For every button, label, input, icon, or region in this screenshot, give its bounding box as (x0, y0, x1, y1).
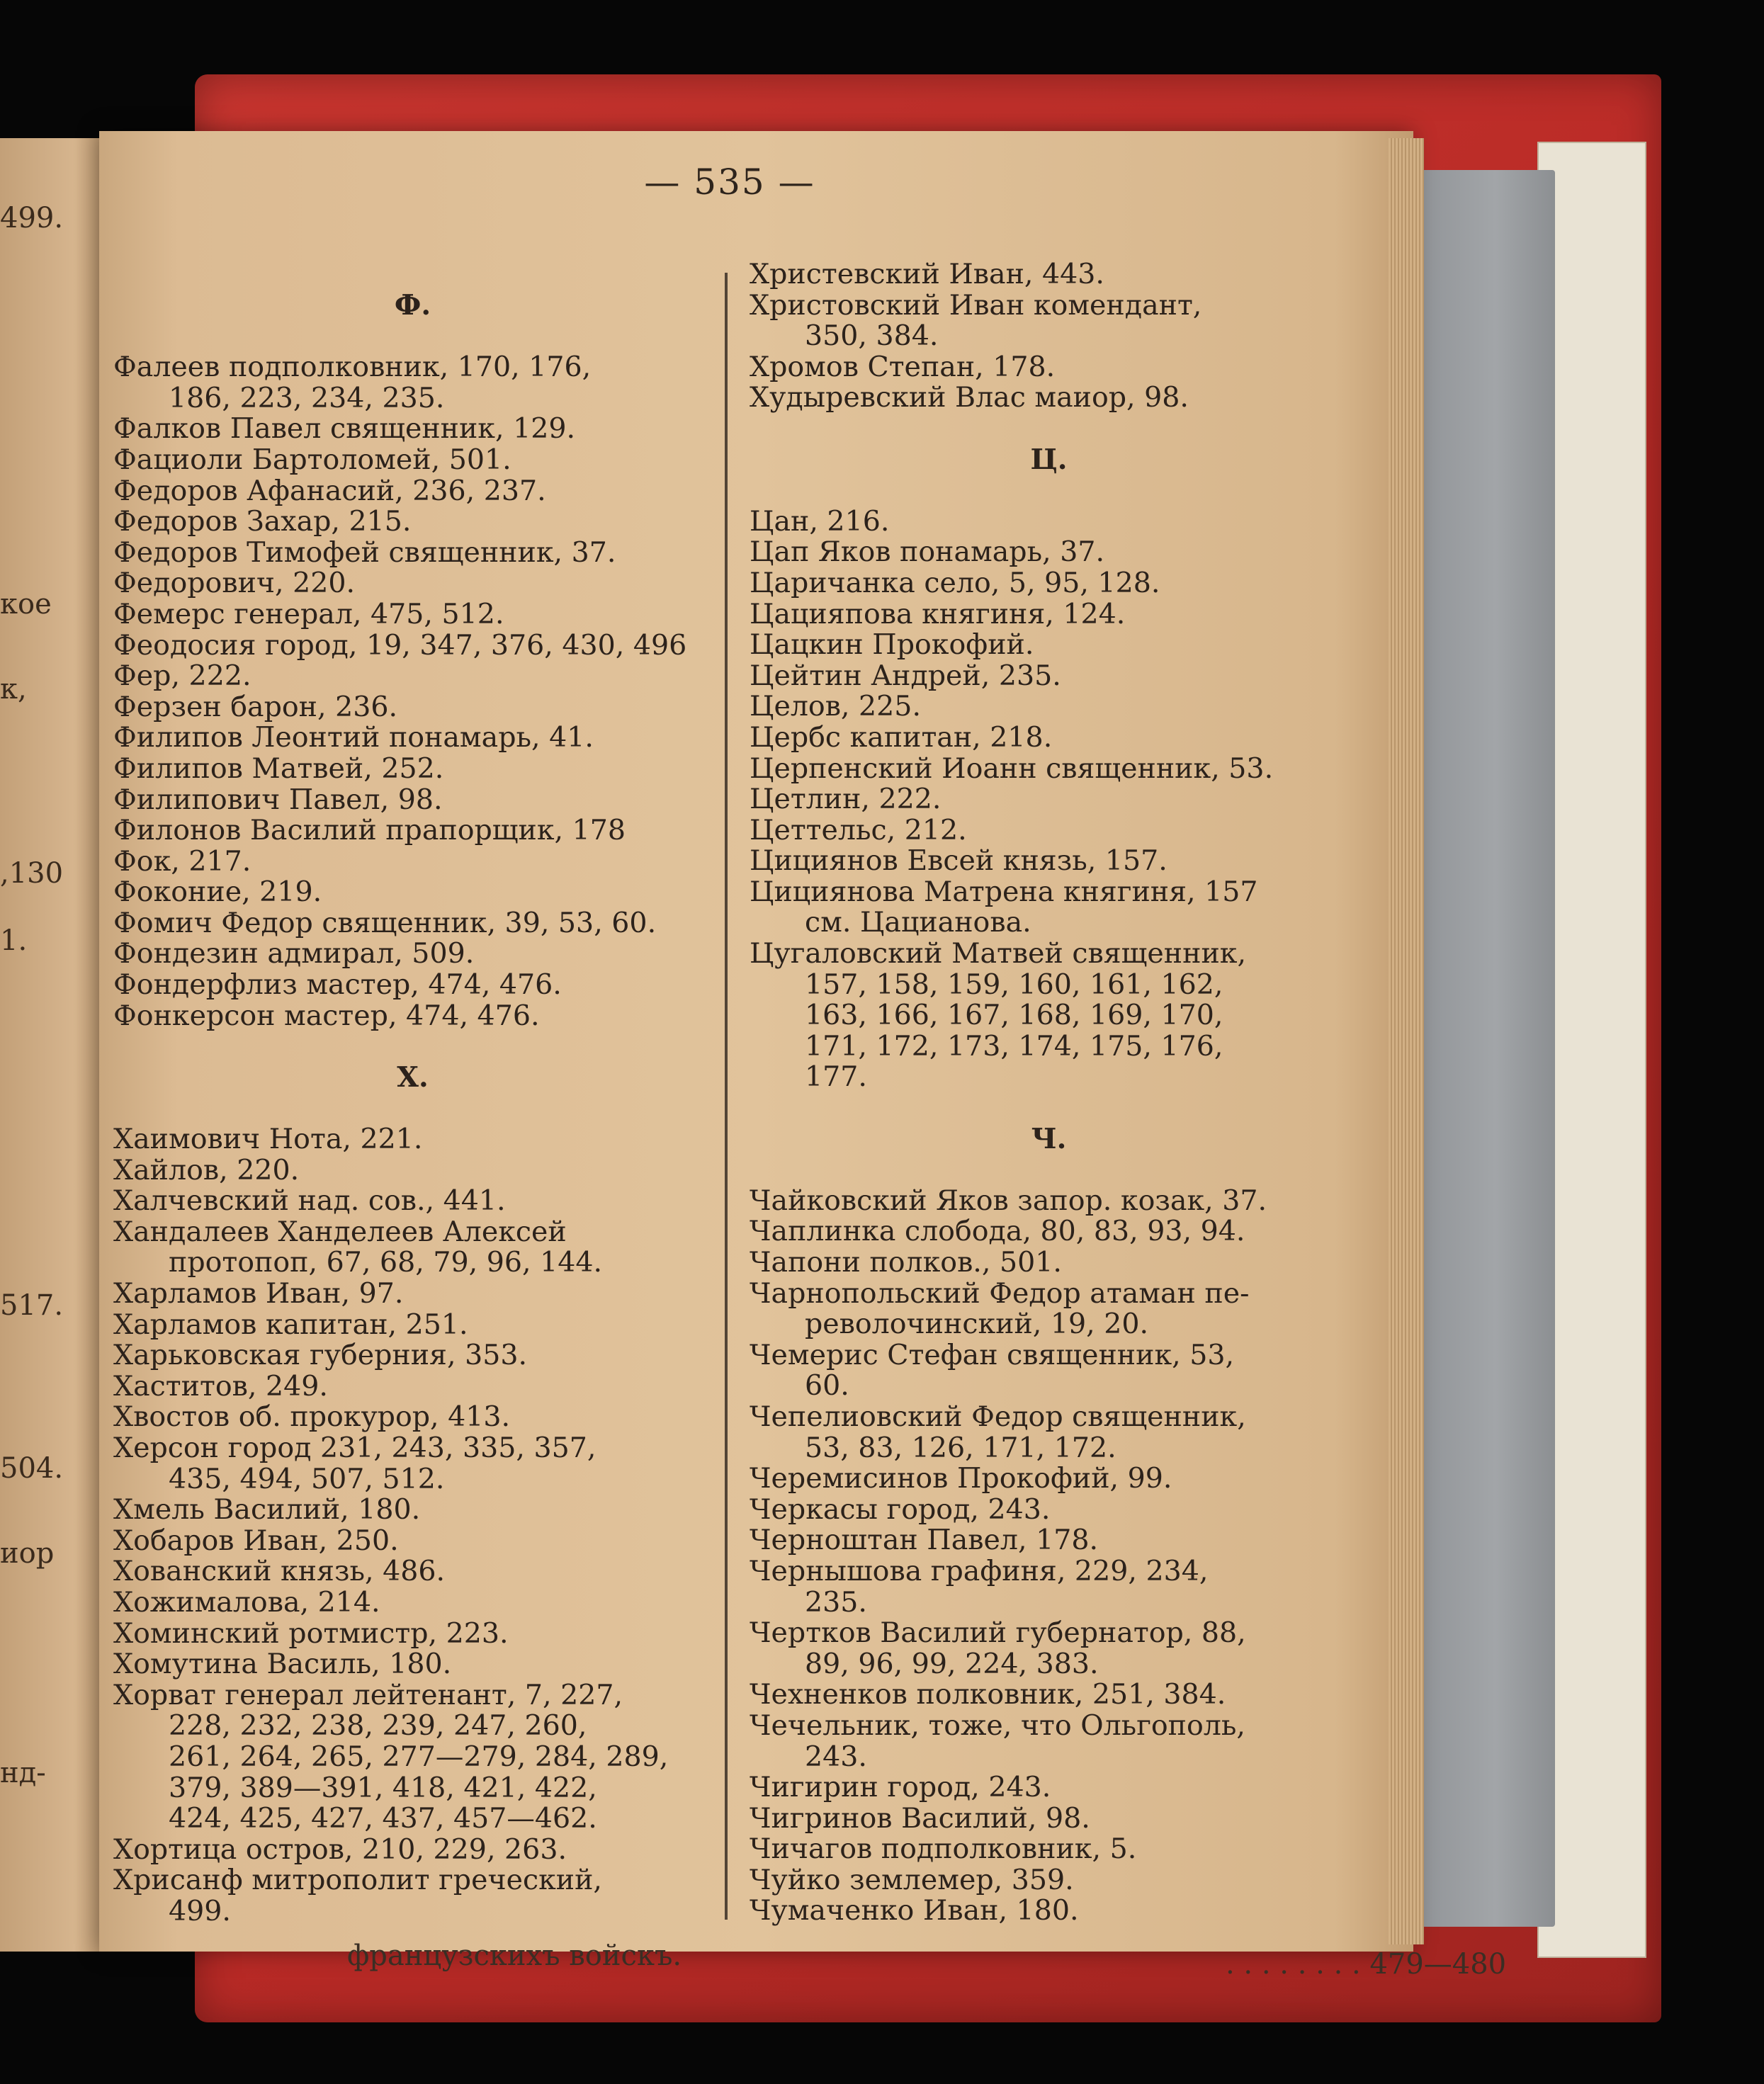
facing-page-fragment: 517. (0, 1289, 64, 1322)
index-entry (113, 1835, 712, 1866)
facing-page-fragment: ,130 (0, 857, 64, 890)
index-entry (113, 1680, 712, 1835)
index-entry (750, 506, 1348, 538)
entry-text: Цербс капитан, 218. (750, 720, 1053, 754)
letter-heading: Х. (397, 1060, 429, 1094)
index-entry (113, 1186, 712, 1217)
index-entry (750, 1402, 1348, 1463)
entry-text: Чуйко землемер, 359. (750, 1863, 1074, 1896)
index-entry (750, 259, 1348, 290)
entry-continuation: револочинский, 19, 20. (805, 1308, 1149, 1341)
index-entry (750, 846, 1348, 877)
entry-continuation: 163, 166, 167, 168, 169, 170, (805, 999, 1223, 1032)
index-entry (113, 568, 712, 599)
entry-text: Чаплинка слобода, 80, 83, 93, 94. (750, 1215, 1245, 1248)
entry-text: Чапони полков., 501. (750, 1246, 1062, 1279)
index-entry (750, 1186, 1348, 1217)
entry-text: Чечельник, тоже, что Ольгополь, (750, 1709, 1245, 1742)
index-entry (750, 1711, 1348, 1772)
index-entry (113, 661, 712, 692)
index-entry (750, 1865, 1348, 1896)
entry-text: Хандалеев Ханделеев Алексей (113, 1215, 567, 1248)
entry-text: Харьковская губерния, 353. (113, 1339, 528, 1372)
index-entry (113, 815, 712, 846)
index-entry (113, 1587, 712, 1619)
facing-page-fragment: 1. (0, 924, 28, 957)
index-entry (750, 383, 1348, 414)
entry-text: Фоконие, 219. (113, 876, 322, 909)
entry-continuation: 261, 264, 265, 277—279, 284, 289, (169, 1740, 669, 1773)
inserted-grey-sheet (1406, 170, 1555, 1927)
entry-text: Феодосия город, 19, 347, 376, 430, 496 (113, 628, 687, 662)
index-entry (113, 599, 712, 630)
entry-text: Фомич Федор священник, 39, 53, 60. (113, 906, 657, 939)
entry-text: Черкасы город, 243. (750, 1493, 1051, 1526)
entry-text: Фок, 217. (113, 844, 251, 878)
index-entry (750, 290, 1348, 352)
entry-text: Хмель Василий, 180. (113, 1493, 421, 1527)
index-entry (750, 1276, 1348, 1341)
index-entry (113, 692, 712, 723)
strip-text-left: французскихъ войскъ. (347, 1939, 682, 1972)
entry-text: Херсон город 231, 243, 335, 357, (113, 1431, 597, 1464)
index-entry (113, 1340, 712, 1371)
index-entry (113, 1649, 712, 1680)
entry-text: Чепелиовский Федор священник, (750, 1400, 1246, 1433)
index-entry (750, 691, 1348, 723)
index-entry (113, 1495, 712, 1526)
index-entry (113, 1433, 712, 1495)
entry-text: Цап Яков понамарь, 37. (750, 536, 1105, 569)
entry-text: Цугаловский Матвей священник, (750, 937, 1247, 970)
index-entry (750, 568, 1348, 599)
index-entry (113, 1526, 712, 1557)
entry-text: Фалков Павел священник, 129. (113, 412, 576, 446)
entry-text: Хомутина Василь, 180. (113, 1648, 452, 1681)
entry-text: Фемерс генерал, 475, 512. (113, 597, 504, 630)
entry-continuation: 89, 96, 99, 224, 383. (805, 1647, 1099, 1680)
index-entry (113, 506, 712, 538)
index-entry (113, 908, 712, 939)
entry-text: Харламов капитан, 251. (113, 1308, 468, 1341)
entry-text: Филипов Матвей, 252. (113, 752, 444, 785)
index-entry (113, 754, 712, 785)
entry-text: Федоров Тимофей священник, 37. (113, 536, 616, 569)
entry-continuation: см. Цацианова. (805, 906, 1031, 939)
entry-continuation: протопоп, 67, 68, 79, 96, 144. (169, 1246, 603, 1279)
index-entry (113, 1402, 712, 1433)
entry-text: Чертков Василий губернатор, 88, (750, 1616, 1246, 1650)
entry-continuation: 435, 494, 507, 512. (169, 1462, 445, 1495)
entry-text: Цетлин, 222. (750, 783, 942, 816)
entry-text: Цициянов Евсей князь, 157. (750, 844, 1167, 878)
facing-page-fragment: кое (0, 588, 52, 621)
index-entry (113, 1616, 712, 1650)
entry-text: Чичагов подполковник, 5. (750, 1833, 1137, 1866)
facing-page-edge (0, 138, 106, 1952)
index-entry (750, 1896, 1348, 1927)
index-entry (750, 1556, 1348, 1618)
index-entry (750, 1525, 1348, 1556)
entry-text: Хобаров Иван, 250. (113, 1524, 399, 1557)
index-entry (113, 970, 712, 1001)
entry-continuation: 171, 172, 173, 174, 175, 176, (805, 1029, 1223, 1063)
entry-text: Фациоли Бартоломей, 501. (113, 443, 511, 476)
entry-text: Чемерис Стефан священник, 53, (750, 1338, 1235, 1371)
entry-text: Чайковский Яков запор. козак, 37. (750, 1184, 1267, 1217)
index-entry (750, 661, 1348, 692)
entry-text: Фонкерсон мастер, 474, 476. (113, 999, 540, 1032)
facing-page-fragment: иор (0, 1537, 55, 1570)
index-column-right (750, 259, 1348, 1927)
index-entry (113, 538, 712, 569)
entry-continuation: 157, 158, 159, 160, 161, 162, (805, 968, 1223, 1001)
index-entry (113, 1124, 712, 1155)
entry-text: Федоров Захар, 215. (113, 505, 412, 538)
entry-text: Цаpичанка село, 5, 95, 128. (750, 566, 1160, 599)
index-entry (750, 939, 1348, 1093)
index-entry (750, 599, 1348, 630)
index-entry (113, 1310, 712, 1341)
index-entry (113, 414, 712, 445)
entry-text: Чернышова графиня, 229, 234, (750, 1554, 1209, 1587)
entry-text: Цейтин Андрей, 235. (750, 659, 1061, 692)
entry-text: Филипович Павел, 98. (113, 783, 443, 816)
index-entry (113, 1865, 712, 1927)
index-column-left (113, 290, 712, 1927)
entry-text: Хованский князь, 486. (113, 1555, 446, 1588)
index-entry (750, 1680, 1348, 1711)
entry-text: Цеттельс, 212. (750, 813, 967, 846)
entry-continuation: 53, 83, 126, 171, 172. (805, 1431, 1116, 1464)
index-entry (113, 846, 712, 878)
index-entry (750, 1803, 1348, 1835)
entry-text: Харламов Иван, 97. (113, 1277, 404, 1310)
index-entry (750, 720, 1348, 754)
entry-text: Федоров Афанасий, 236, 237. (113, 474, 546, 507)
index-entry (113, 476, 712, 507)
entry-text: Фер, 222. (113, 659, 251, 693)
entry-text: Фондезин адмирал, 509. (113, 937, 475, 970)
strip-text-right: . . . . . . . . 479—480 (1226, 1948, 1507, 1981)
entry-text: Чигирин город, 243. (750, 1771, 1051, 1804)
entry-text: Христевский Иван, 443. (750, 258, 1104, 290)
entry-continuation: 424, 425, 427, 437, 457—462. (169, 1802, 597, 1835)
entry-text: Хорват генерал лейтенант, 7, 227, (113, 1678, 623, 1711)
index-entry (113, 1217, 712, 1279)
facing-page-fragment: к, (0, 673, 27, 706)
index-entry (750, 1247, 1348, 1279)
entry-text: Чумаченко Иван, 180. (750, 1894, 1079, 1927)
entry-continuation: 235. (805, 1585, 867, 1619)
entry-continuation: 379, 389—391, 418, 421, 422, (169, 1771, 597, 1804)
index-entry (750, 877, 1348, 939)
entry-continuation: 499. (169, 1894, 231, 1927)
entry-text: Халчевский над. сов., 441. (113, 1184, 506, 1218)
index-entry (113, 445, 712, 476)
index-entry (750, 1772, 1348, 1803)
entry-text: Церпенский Иоанн священник, 53. (750, 752, 1274, 785)
index-entry (113, 352, 712, 414)
entry-text: Чигринов Василий, 98. (750, 1801, 1090, 1835)
letter-heading: Ф. (394, 289, 431, 322)
index-entry (750, 815, 1348, 846)
index-entry (750, 754, 1348, 785)
entry-text: Цан, 216. (750, 504, 890, 538)
index-entry (113, 723, 712, 754)
index-entry (750, 1618, 1348, 1680)
index-entry (113, 939, 712, 970)
page-stack-edge (1389, 138, 1424, 1944)
index-entry (750, 1463, 1348, 1495)
entry-text: Худыревский Влас маиор, 98. (750, 381, 1189, 414)
entry-text: Фалеев подполковник, 170, 176, (113, 351, 592, 384)
entry-continuation: 60. (805, 1369, 849, 1403)
entry-continuation: 177. (805, 1060, 867, 1094)
entry-text: Фондерфлиз мастер, 474, 476. (113, 968, 562, 1002)
index-entry (750, 1216, 1348, 1247)
entry-text: Христовский Иван комендант, (750, 288, 1202, 322)
index-entry (113, 785, 712, 816)
entry-continuation: 350, 384. (805, 319, 939, 353)
column-divider (725, 273, 728, 1920)
entry-text: Хаимович Нота, 221. (113, 1123, 423, 1156)
entry-text: Чарнопольский Федор атаман пе- (750, 1276, 1250, 1310)
index-entry (750, 352, 1348, 383)
entry-text: Филонов Василий прапорщик, 178 (113, 814, 626, 847)
index-entry (113, 1556, 712, 1587)
index-entry (113, 877, 712, 908)
index-entry (113, 1155, 712, 1187)
entry-text: Хожималова, 214. (113, 1585, 380, 1619)
page-number: — 535 — (644, 162, 815, 203)
letter-heading: Ч. (1031, 1122, 1067, 1155)
entry-continuation: 186, 223, 234, 235. (169, 381, 445, 414)
entry-text: Хрисанф митрополит греческий, (113, 1864, 602, 1897)
entry-continuation: 243. (805, 1740, 867, 1773)
index-entry (750, 1834, 1348, 1865)
entry-text: Ферзен барон, 236. (113, 690, 398, 723)
entry-text: Целов, 225. (750, 690, 921, 723)
entry-text: Цацкин Прокофий. (750, 628, 1034, 662)
entry-text: Чехненков полковник, 251, 384. (750, 1678, 1226, 1711)
entry-text: Хортица остров, 210, 229, 263. (113, 1833, 567, 1866)
facing-page-fragment: 499. (0, 202, 64, 234)
entry-text: Хоминский ротмистр, 223. (113, 1616, 509, 1650)
index-entry (750, 784, 1348, 815)
letter-heading: Ц. (1030, 443, 1068, 476)
index-entry (113, 1001, 712, 1032)
entry-text: Черемисинов Прокофий, 99. (750, 1462, 1172, 1495)
index-entry (750, 537, 1348, 568)
entry-text: Хромов Степан, 178. (750, 350, 1056, 383)
underlying-page-strip (163, 1939, 1507, 1982)
facing-page-fragment: 504. (0, 1452, 64, 1485)
entry-text: Хайлов, 220. (113, 1153, 300, 1187)
entry-text: Федорович, 220. (113, 567, 356, 600)
index-entry (113, 1371, 712, 1403)
index-entry (750, 630, 1348, 661)
index-entry (113, 630, 712, 662)
entry-text: Хвостов об. прокурор, 413. (113, 1400, 511, 1434)
index-entry (113, 1279, 712, 1310)
entry-text: Хаститов, 249. (113, 1369, 328, 1403)
entry-continuation: 228, 232, 238, 239, 247, 260, (169, 1709, 587, 1743)
facing-page-fragment: нд- (0, 1757, 46, 1789)
entry-text: Цициянова Матрена княгиня, 157 (750, 875, 1258, 908)
index-entry (750, 1495, 1348, 1526)
entry-text: Филипов Леонтий понамарь, 41. (113, 721, 594, 754)
index-entry (750, 1340, 1348, 1402)
entry-text: Черноштан Павел, 178. (750, 1524, 1099, 1557)
entry-text: Цацияпова княгиня, 124. (750, 597, 1126, 630)
